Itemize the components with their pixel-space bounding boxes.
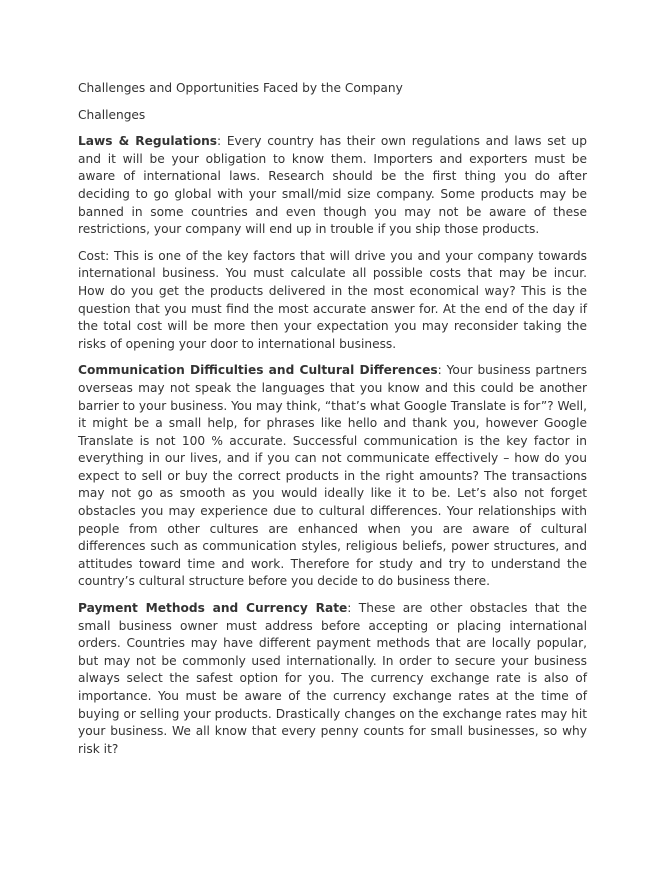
- paragraph-heading: Communication Difficulties and Cultural Differences: [78, 363, 438, 378]
- paragraph-communication: [78, 362, 587, 591]
- paragraph-laws-regulations: [78, 133, 587, 239]
- paragraph-text: : These are other obstacles that the small business owner must address before accepting or placing international orders. Countries may have different payment methods that are locally popular, but may not be commonly used internationally. In order to secure your business always select the safest option for you. The currency exchange rate is also of importance. You must be aware of the currency exchange rates at the time of buying or selling your products. Drastically changes on the exchange rates may hit your business. We all know that every penny counts for small businesses, so why risk it?: [78, 601, 587, 756]
- paragraph-heading: Payment Methods and Currency Rate: [78, 601, 348, 616]
- section-subtitle: Challenges: [78, 107, 146, 122]
- paragraph-cost: [78, 248, 587, 354]
- document-title: Challenges and Opportunities Faced by the Company: [78, 81, 403, 95]
- paragraph-text: : Every country has their own regulations and laws set up and it will be your obligation to know them. Importers and exporters must be aware of international laws. Research should be the first thing you do after deciding to go global with your small/mid size company. Some products may be banned in some countries and even though you may not be aware of these restrictions, your company will end up in trouble if you ship those products.: [78, 134, 587, 237]
- paragraph-text: : Your business partners overseas may not speak the languages that you know and this could be another barrier to your business. You may think, “that’s what Google Translate is for”? Well, it might be a small help, for phrases like hello and thank you, however Google Translate is not 100 % accurate. Successful communication is the key factor in everything in our lives, and if you can not communicate effectively – how do you expect to sell or buy the correct products in the right amounts? The transactions may not go as smooth as you would ideally like it to be. Let’s also not forget obstacles you may experience due to cultural differences. Your relationships with people from other cultures are enhanced when you are aware of cultural differences such as communication styles, religious beliefs, power structures, and attitudes toward time and work. Therefore for study and try to understand the country’s cultural structure before you decide to do business there.: [78, 363, 587, 589]
- paragraph-heading: Laws & Regulations: [78, 134, 218, 149]
- paragraph-payment: [78, 600, 587, 758]
- paragraph-text: Cost: This is one of the key factors that will drive you and your company towards international business. You must calculate all possible costs that may be incur. How do you get the products delivered in the most economical way? This is the question that you must find the most accurate answer for. At the end of the day if the total cost will be more then your expectation you may reconsider taking the risks of opening your door to international business.: [78, 248, 587, 351]
- document-body: [78, 80, 587, 758]
